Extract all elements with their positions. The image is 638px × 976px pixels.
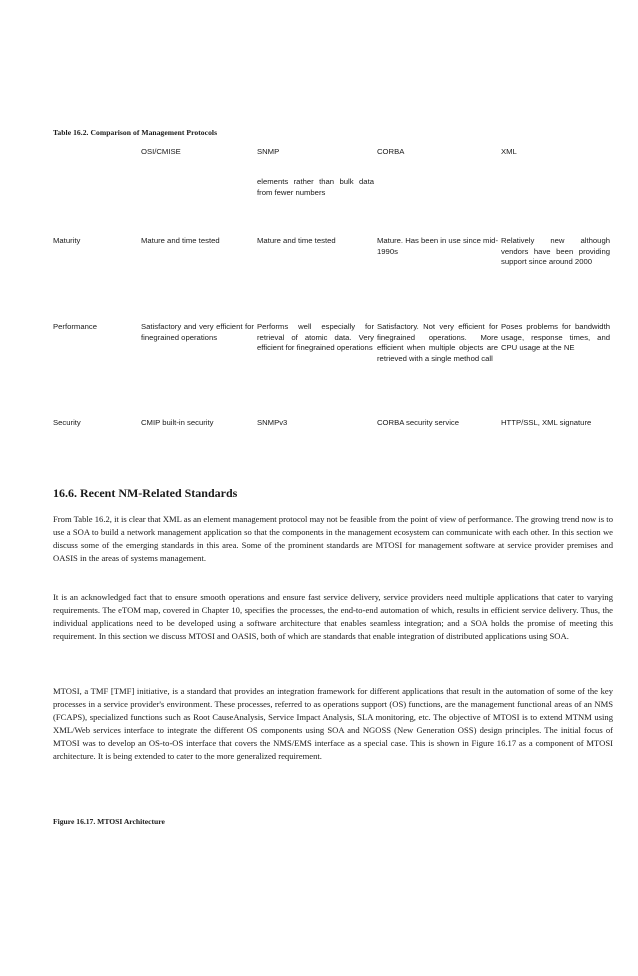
table-cell-corba: Satisfactory. Not very efficient for finegrained operations. More efficient when multiple objects are retrieved with a single method call [377,322,498,363]
table-row-performance [53,322,613,418]
table-cell-snmp-continued: elements rather than bulk data from fewer numbers [257,177,374,197]
table-cell-corba: Mature. Has been in use since mid-1990s [377,236,498,256]
table-cell-xml: HTTP/SSL, XML signature [501,418,592,427]
comparison-table [53,147,613,458]
table-cell [53,177,141,236]
table-cell-xml: Poses problems for bandwidth usage, response times, and CPU usage at the NE [501,322,610,353]
header-cell-xml: XML [501,147,517,156]
table-cell-corba: CORBA security service [377,418,460,427]
body-paragraph: It is an acknowledged fact that to ensure smooth operations and ensure fast service delivery, service providers need multiple applications that cater to varying requirements. The eTOM map, covered in Chapter 10, specifies the processes, the end-to-end automation of which, results in efficient service delivery. Thus, the individual applications need to be developed using a software architecture that enables seamless integration; and a SOA holds the promise of meeting this requirement. In this section we discuss MTOSI and OASIS, both of which are standards that enable integration of distributed applications using SOA. [53,592,613,641]
figure-caption: Figure 16.17. MTOSI Architecture [53,817,165,826]
row-label-security: Security [53,418,81,427]
header-cell-corba: CORBA [377,147,405,156]
table-row-continued [53,177,613,236]
body-paragraph: From Table 16.2, it is clear that XML as an element management protocol may not be feasible from the point of view of performance. The growing trend now is to use a SOA to build a network management application so that the components in the management ecosystem can communicate with each other. In this section we discuss some of the emerging standards in this area. Some of the prominent standards are MTOSI for management software at service provider premises and OASIS in the areas of systems management. [53,514,613,563]
table-cell-xml: Relatively new although vendors have been providing support since around 2000 [501,236,610,267]
header-cell-empty [53,147,141,177]
section-heading: 16.6. Recent NM-Related Standards [53,486,238,500]
header-cell-snmp: SNMP [257,147,280,156]
table-row-maturity [53,236,613,322]
table-cell [377,177,501,236]
row-label-maturity: Maturity [53,236,81,245]
table-cell [501,177,613,236]
table-cell-osi: Satisfactory and very efficient for finegrained operations [141,322,254,342]
table-header-row [53,147,613,177]
row-label-performance: Performance [53,322,98,331]
table-cell-osi: Mature and time tested [141,236,220,245]
table-cell-osi: CMIP built-in security [141,418,214,427]
table-row-security [53,418,613,458]
header-cell-osi-cmise: OSI/CMISE [141,147,181,156]
table-caption: Table 16.2. Comparison of Management Protocols [53,128,218,137]
table-cell-snmp: Performs well especially for retrieval of atomic data. Very efficient for finegrained operations [257,322,374,353]
body-paragraph: MTOSI, a TMF [TMF] initiative, is a standard that provides an integration framework for different applications that result in the automation of some of the key processes in a service provider's environment. These processes, referred to as operations support (OS) functions, are the management functional areas of an NMS (FCAPS), specialized functions such as Root CauseAnalysis, Service Impact Analysis, SLA monitoring, etc. The objective of MTOSI is to extend MTNM using XML/Web services interface to integrate the different OS components using SOA and NGOSS (New Generation OSS) design principles. The initial focus of MTOSI was to develop an OS-to-OS interface that covers the NMS/EMS interface as a special case. This is shown in Figure 16.17 as a component of MTOSI architecture. It is being extended to cater to the more generalized requirement. [53,686,613,761]
table-cell-snmp: Mature and time tested [257,236,336,245]
table-cell [141,177,257,236]
table-cell-snmp: SNMPv3 [257,418,288,427]
